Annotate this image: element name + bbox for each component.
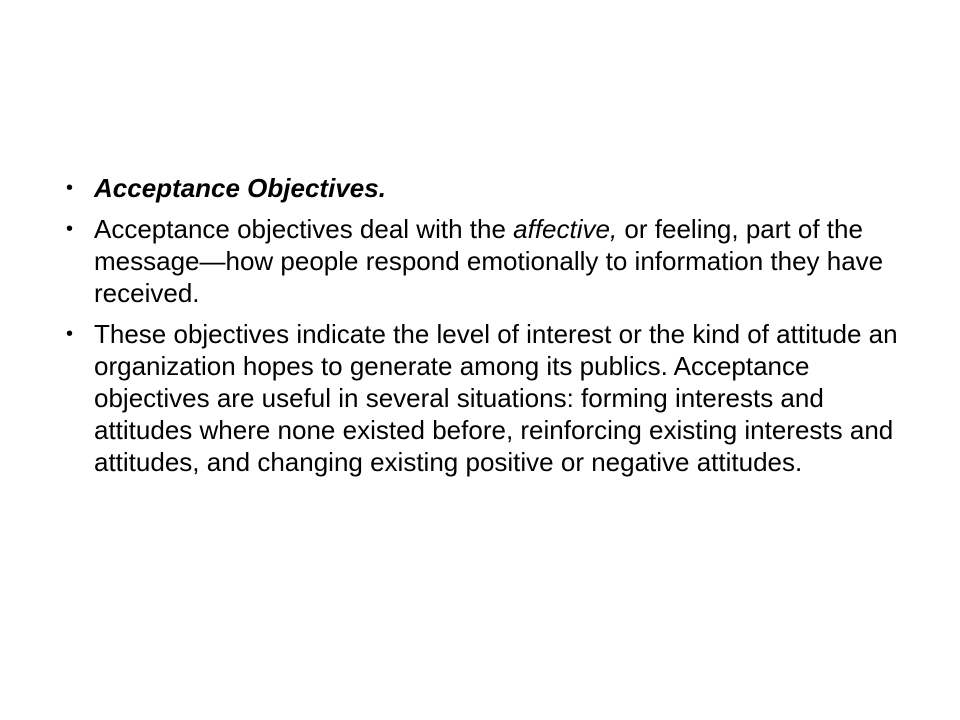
details-text: These objectives indicate the level of interest or the kind of attitude an organization hopes to generate among its publics. Acceptance objectives are useful in several situations: forming interests and attitudes where none existed before, reinforcing existing interests and attitudes, and changing existing positive or negative attitudes. [94,319,898,477]
section-heading: Acceptance Objectives. [94,173,386,203]
bullet-icon: • [66,177,74,199]
bullet-list [58,172,898,478]
bullet-icon: • [66,323,74,345]
bullet-icon: • [66,218,74,240]
bullet-item-definition [58,213,898,309]
definition-text-end: or feeling, part of the message—how people respond emotionally to information they have received. [94,214,884,308]
slide-body [58,172,898,487]
bullet-item-details [58,318,898,478]
definition-text-start: Acceptance objectives deal with the [94,214,514,244]
definition-emphasis: affective, [513,214,618,244]
bullet-item-heading [58,172,898,204]
